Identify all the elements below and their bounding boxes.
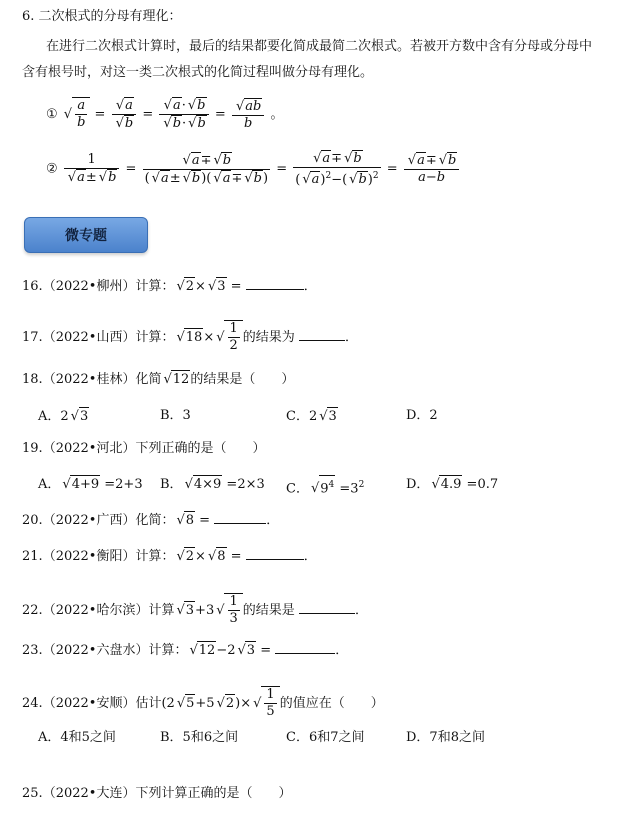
question-number: 18. bbox=[22, 372, 43, 387]
paragraph-line-2: 含有根号时，对这一类二次根式的化简过程叫做分母有理化。 bbox=[22, 65, 374, 80]
question-text: 计算： bbox=[135, 279, 175, 294]
question-source: （2022•桂林） bbox=[42, 372, 136, 387]
answer-blank bbox=[246, 547, 304, 560]
question-source: （2022•六盘水） bbox=[42, 643, 149, 658]
question-22: 22.（2022•哈尔滨）计算√ 3+3 √ $\frac{1}{3}$ 的结果是 ． bbox=[22, 593, 368, 627]
question-text: 下列计算正确的是（ ） bbox=[135, 786, 292, 801]
option-b[interactable]: B．5和6之间 bbox=[160, 730, 239, 745]
formula-2-label: ② bbox=[46, 161, 58, 177]
question-18: 18.（2022•桂林）化简√ 12的结果是（ ） bbox=[22, 370, 294, 389]
question-17: 17.（2022•山西）计算：√ 18× √ $\frac{1}{2}$ 的结果为 ． bbox=[22, 320, 358, 354]
question-number: 25. bbox=[22, 786, 43, 801]
section-title: 6. 二次根式的分母有理化： bbox=[22, 9, 182, 24]
question-24: 24.（2022•安顺）估计(2√ 5+5√ 2)× √ $\frac{1}{5}$ 的值应在（ ） bbox=[22, 686, 384, 720]
option-a[interactable]: A．√ 4+9 =2+3 bbox=[38, 475, 143, 494]
question-source: （2022•广西） bbox=[42, 513, 136, 528]
question-text: 计算： bbox=[135, 549, 175, 564]
question-text-after: 的结果是 bbox=[242, 603, 295, 618]
question-text: 化简 bbox=[135, 372, 162, 387]
question-text: 估计 bbox=[135, 696, 162, 711]
option-b[interactable]: B．√ 4×9 =2×3 bbox=[160, 475, 265, 494]
option-c[interactable]: C．6和7之间 bbox=[286, 730, 365, 745]
question-number: 22. bbox=[22, 603, 43, 618]
question-23: 23.（2022•六盘水）计算：√ 12−2√ 3 = ． bbox=[22, 641, 348, 660]
question-number: 23. bbox=[22, 643, 43, 658]
question-source: （2022•山西） bbox=[42, 330, 136, 345]
question-number: 21. bbox=[22, 549, 43, 564]
option-d[interactable]: D．2 bbox=[406, 408, 438, 423]
option-a[interactable]: A．2√ 3 bbox=[38, 407, 89, 426]
answer-blank bbox=[275, 641, 335, 654]
question-text-after: 的结果为 bbox=[242, 330, 295, 345]
paragraph-line-1: 在进行二次根式计算时，最后的结果都要化简成最简二次根式。若被开方数中含有分母或分母中 bbox=[46, 39, 593, 54]
question-source: （2022•安顺） bbox=[42, 696, 136, 711]
formula-1: ① √ $\frac{a}{b}$ = √ a √ b = √ a·√ b √ b·√ b = √ $\frac{ab}{b}$ 。 bbox=[46, 97, 283, 132]
question-25 bbox=[22, 785, 291, 803]
option-c[interactable]: C．2√ 3 bbox=[286, 407, 338, 426]
option-d[interactable]: D．√ 4.9 =0.7 bbox=[406, 475, 498, 494]
question-text-after: 的结果是（ ） bbox=[190, 372, 295, 387]
question-text: 下列正确的是（ ） bbox=[135, 441, 266, 456]
question-source: （2022•柳州） bbox=[42, 279, 136, 294]
option-c[interactable]: C．√ $9^4 =3^2$ bbox=[286, 475, 364, 498]
question-20: 20.（2022•广西）化简：√ 8 = ． bbox=[22, 511, 279, 530]
question-number: 19. bbox=[22, 441, 43, 456]
question-source: （2022•哈尔滨） bbox=[42, 603, 149, 618]
option-b[interactable]: B．3 bbox=[160, 408, 191, 423]
answer-blank bbox=[214, 511, 266, 524]
question-16: 16.（2022•柳州）计算：√ 2×√ 3 = ． bbox=[22, 277, 317, 296]
answer-blank bbox=[299, 328, 345, 341]
question-text: 计算 bbox=[148, 603, 175, 618]
question-source: （2022•衡阳） bbox=[42, 549, 136, 564]
answer-blank bbox=[299, 601, 355, 614]
option-d[interactable]: D．7和8之间 bbox=[406, 730, 485, 745]
micro-topic-banner bbox=[24, 217, 148, 253]
question-number: 20. bbox=[22, 513, 43, 528]
formula-1-label: ① bbox=[46, 107, 58, 122]
question-source: （2022•河北） bbox=[42, 441, 136, 456]
option-a[interactable]: A．4和5之间 bbox=[38, 730, 116, 745]
question-source: （2022•大连） bbox=[42, 786, 136, 801]
answer-blank bbox=[246, 277, 304, 290]
question-number: 17. bbox=[22, 330, 43, 345]
question-text: 计算： bbox=[135, 330, 175, 345]
question-number: 16. bbox=[22, 279, 43, 294]
question-19 bbox=[22, 440, 265, 458]
banner-label: 微专题 bbox=[65, 228, 107, 244]
formula-2: ② 1 √ a±√ b = √ $\frac{a\mp√ b}{(√ a\pm√ b)(√ a\mp√ b)}$ = √ $\frac{a\mp√ b}{(√ a)^2-(√ b)^2}$ = √ $\frac{a\mp√ b}{a-b}$ bbox=[46, 150, 461, 188]
question-text: 化简： bbox=[135, 513, 175, 528]
question-21: 21.（2022•衡阳）计算：√ 2×√ 8 = ． bbox=[22, 547, 317, 566]
question-number: 24. bbox=[22, 696, 43, 711]
question-text: 计算： bbox=[148, 643, 188, 658]
question-text-after: 的值应在（ ） bbox=[279, 696, 384, 711]
